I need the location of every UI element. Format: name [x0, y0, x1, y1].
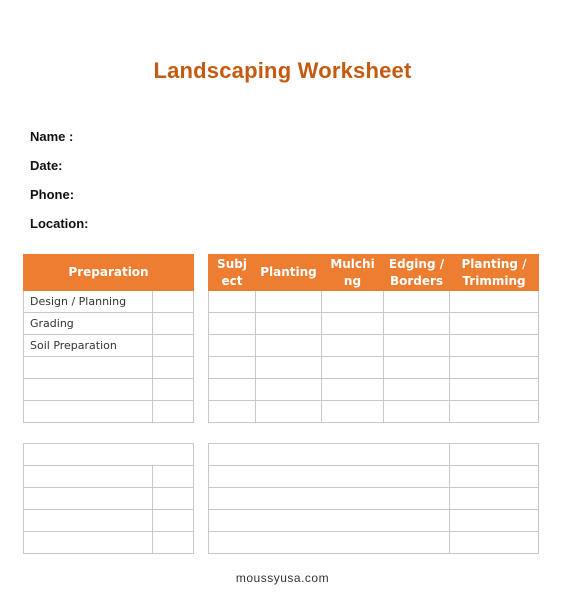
- prep-row-label: Soil Preparation: [24, 335, 153, 357]
- prep-row-label[interactable]: [24, 379, 153, 401]
- table-cell[interactable]: [450, 335, 539, 357]
- table-cell[interactable]: [322, 291, 384, 313]
- lower-left-table: [23, 443, 194, 554]
- table-cell[interactable]: [209, 488, 450, 510]
- table-cell[interactable]: [209, 313, 256, 335]
- page-title: Landscaping Worksheet: [153, 58, 412, 83]
- table-cell[interactable]: [384, 291, 450, 313]
- location-label: Location:: [30, 216, 89, 231]
- table-row: [24, 510, 194, 532]
- table-cell[interactable]: [450, 532, 539, 554]
- table-cell[interactable]: [256, 357, 322, 379]
- table-row: [209, 357, 539, 379]
- table-cell[interactable]: [24, 444, 194, 466]
- table-cell[interactable]: [256, 335, 322, 357]
- table-cell[interactable]: [384, 401, 450, 423]
- table-row: [24, 313, 194, 335]
- table-row: [209, 401, 539, 423]
- table-row: [209, 335, 539, 357]
- table-cell[interactable]: [450, 510, 539, 532]
- table-row: [209, 488, 539, 510]
- prep-row-label: Grading: [24, 313, 153, 335]
- table-row: [24, 335, 194, 357]
- table-cell[interactable]: [450, 401, 539, 423]
- table-cell[interactable]: [450, 466, 539, 488]
- table-row: [24, 488, 194, 510]
- table-row: [209, 510, 539, 532]
- table-row: [24, 532, 194, 554]
- table-cell[interactable]: [322, 313, 384, 335]
- subject-header-text: Subj ect: [217, 256, 247, 288]
- prep-row-cell[interactable]: [153, 335, 194, 357]
- prep-row-label: Design / Planning: [24, 291, 153, 313]
- table-cell[interactable]: [450, 488, 539, 510]
- prep-row-label[interactable]: [24, 357, 153, 379]
- planting-header-text: Planting: [260, 265, 317, 279]
- table-row: [24, 291, 194, 313]
- table-cell[interactable]: [153, 488, 194, 510]
- table-cell[interactable]: [153, 532, 194, 554]
- table-cell[interactable]: [209, 335, 256, 357]
- table-cell[interactable]: [24, 466, 153, 488]
- table-row: [24, 466, 194, 488]
- table-cell[interactable]: [153, 510, 194, 532]
- name-label: Name :: [30, 129, 74, 144]
- table-cell[interactable]: [256, 401, 322, 423]
- table-row: [209, 291, 539, 313]
- date-label: Date:: [30, 158, 63, 173]
- table-cell[interactable]: [384, 335, 450, 357]
- prep-row-cell[interactable]: [153, 379, 194, 401]
- table-cell[interactable]: [209, 532, 450, 554]
- edging-borders-header: [384, 255, 450, 291]
- table-cell[interactable]: [450, 379, 539, 401]
- table-cell[interactable]: [24, 488, 153, 510]
- table-row: [209, 313, 539, 335]
- planting-trimming-header: [450, 255, 539, 291]
- prep-row-label[interactable]: [24, 401, 153, 423]
- table-cell[interactable]: [322, 379, 384, 401]
- prep-row-cell[interactable]: [153, 313, 194, 335]
- table-cell[interactable]: [209, 379, 256, 401]
- table-cell[interactable]: [209, 291, 256, 313]
- planting-trimming-header-text: Planting / Trimming: [461, 256, 527, 288]
- prep-row-cell[interactable]: [153, 357, 194, 379]
- table-row: [24, 444, 194, 466]
- table-row: [209, 532, 539, 554]
- prep-row-cell[interactable]: [153, 401, 194, 423]
- table-cell[interactable]: [450, 357, 539, 379]
- table-cell[interactable]: [209, 401, 256, 423]
- table-cell[interactable]: [24, 510, 153, 532]
- edging-borders-header-text: Edging / Borders: [388, 256, 445, 288]
- table-row: [24, 357, 194, 379]
- table-cell[interactable]: [384, 357, 450, 379]
- lower-right-table: [208, 443, 539, 554]
- mulching-header: [322, 255, 384, 291]
- table-cell[interactable]: [450, 313, 539, 335]
- table-row: [24, 401, 194, 423]
- table-cell[interactable]: [450, 291, 539, 313]
- subject-header: [209, 255, 256, 291]
- table-row: [24, 379, 194, 401]
- table-cell[interactable]: [384, 313, 450, 335]
- table-row: [209, 379, 539, 401]
- table-cell[interactable]: [256, 379, 322, 401]
- table-cell[interactable]: [256, 291, 322, 313]
- footer-watermark: moussyusa.com: [235, 571, 330, 585]
- prep-row-cell[interactable]: [153, 291, 194, 313]
- table-cell[interactable]: [209, 510, 450, 532]
- table-cell[interactable]: [322, 357, 384, 379]
- table-row: [209, 444, 539, 466]
- table-cell[interactable]: [322, 401, 384, 423]
- table-cell[interactable]: [256, 313, 322, 335]
- phone-label: Phone:: [30, 187, 75, 202]
- table-cell[interactable]: [450, 444, 539, 466]
- table-cell[interactable]: [209, 466, 450, 488]
- main-table: [208, 254, 539, 423]
- table-cell[interactable]: [384, 379, 450, 401]
- mulching-header-text: Mulchi ng: [330, 256, 375, 288]
- table-cell[interactable]: [209, 357, 256, 379]
- preparation-header: Preparation: [24, 255, 194, 291]
- planting-header: [256, 255, 322, 291]
- table-cell[interactable]: [322, 335, 384, 357]
- table-cell[interactable]: [24, 532, 153, 554]
- preparation-table: [23, 254, 194, 423]
- table-row: [209, 466, 539, 488]
- table-cell[interactable]: [153, 466, 194, 488]
- table-cell[interactable]: [209, 444, 450, 466]
